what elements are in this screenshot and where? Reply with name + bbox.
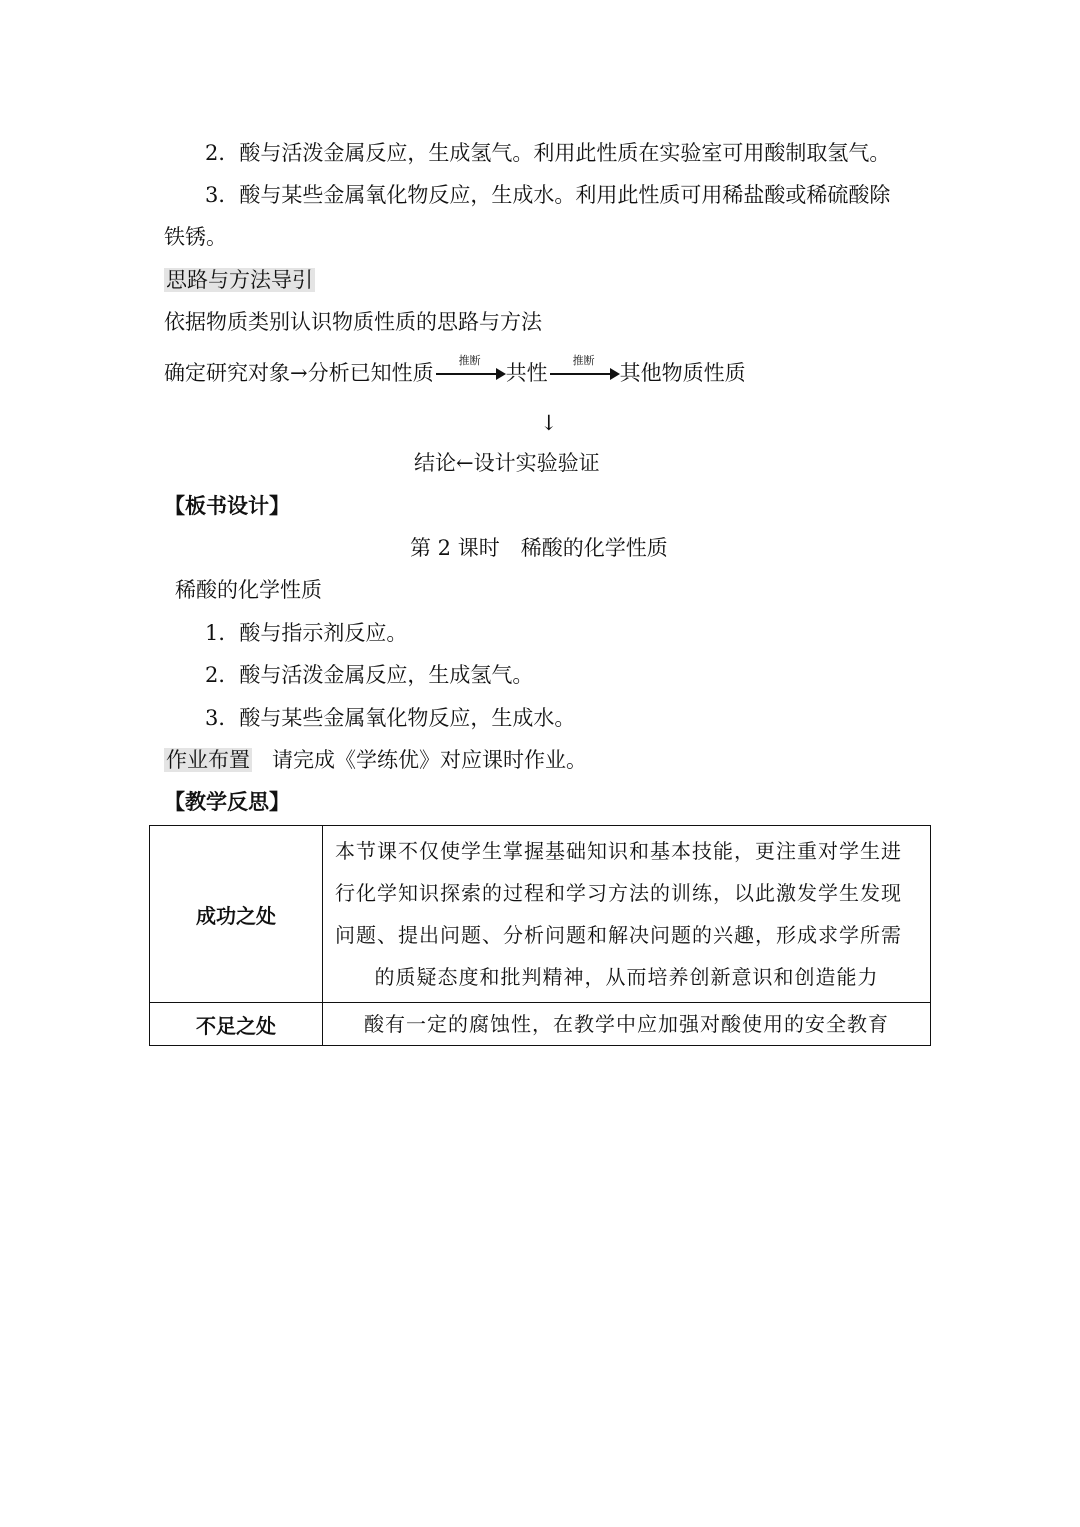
board-item: 1．酸与指示剂反应。: [205, 621, 408, 645]
board-subtitle: 稀酸的化学性质: [175, 578, 322, 602]
infer-arrow-1-label: 推断: [458, 354, 481, 367]
infer-arrow-1: [434, 354, 506, 388]
flow-step-2: 共性: [505, 361, 548, 385]
board-item: 2．酸与活泼金属反应，生成氢气。: [205, 663, 534, 687]
board-title: 第 2 课时 稀酸的化学性质: [410, 536, 668, 560]
infer-arrow-2-label: 推断: [572, 354, 595, 367]
homework-label: 作业布置: [166, 748, 250, 772]
method-flow: [164, 354, 746, 388]
flow-step-1: 确定研究对象→分析已知性质: [164, 361, 434, 385]
success-line: 行化学知识探索的过程和学习方法的训练，以此激发学生发现: [335, 881, 902, 905]
table-row: [150, 1003, 931, 1046]
method-text: 依据物质类别认识物质性质的思路与方法: [164, 310, 542, 334]
success-line: 本节课不仅使学生掌握基础知识和基本技能，更注重对学生进: [335, 839, 902, 863]
paragraph-acid-metal: 2．酸与活泼金属反应，生成氢气。利用此性质在实验室可用酸制取氢气。: [205, 141, 891, 165]
success-content: [323, 826, 931, 1003]
arrow-head-icon: [610, 368, 620, 380]
flow-down-arrow: ↓: [540, 411, 558, 435]
homework-line: [164, 745, 587, 775]
flow-step-3: 其他物质性质: [619, 361, 746, 385]
success-line: 问题、提出问题、分析问题和解决问题的兴趣，形成求学所需: [335, 923, 902, 947]
shortcoming-content: 酸有一定的腐蚀性，在教学中应加强对酸使用的安全教育: [323, 1003, 931, 1046]
success-line: 的质疑态度和批判精神，从而培养创新意识和创造能力: [374, 965, 879, 989]
table-row: [150, 826, 931, 1003]
paragraph-acid-oxide: 3．酸与某些金属氧化物反应，生成水。利用此性质可用稀盐酸或稀硫酸除: [205, 183, 891, 207]
paragraph-acid-oxide-cont: 铁锈。: [164, 225, 227, 249]
shortcoming-label: 不足之处: [150, 1003, 323, 1046]
arrow-head-icon: [496, 368, 506, 380]
infer-arrow-2: [548, 354, 620, 388]
board-item: 3．酸与某些金属氧化物反应，生成水。: [205, 706, 576, 730]
board-heading: 【板书设计】: [164, 494, 290, 518]
flow-conclusion: 结论←设计实验验证: [414, 451, 600, 475]
method-heading: [164, 265, 315, 295]
homework-text: 请完成《学练优》对应课时作业。: [272, 748, 587, 772]
reflection-heading: 【教学反思】: [164, 790, 290, 814]
method-heading-label: 思路与方法导引: [166, 268, 313, 292]
success-label: 成功之处: [150, 826, 323, 1003]
reflection-table: [149, 825, 931, 1046]
